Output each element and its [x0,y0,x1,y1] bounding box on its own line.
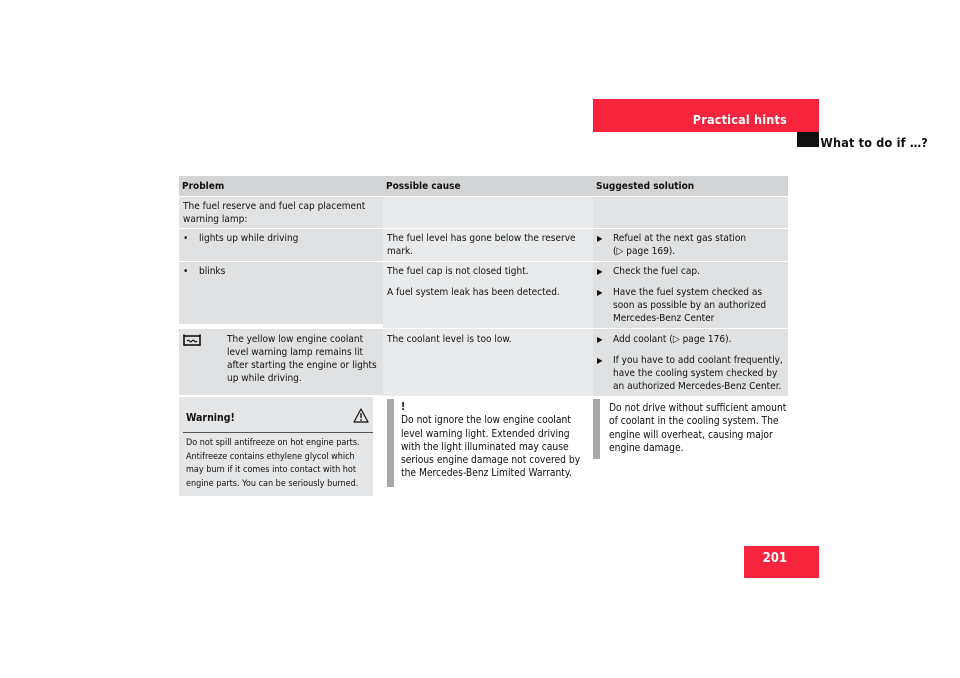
table-row [179,196,788,228]
warning-box [179,397,373,496]
cause-cell [383,262,593,328]
table-row [179,228,788,261]
arrow-right-icon: ▶ [597,234,603,243]
problem-cell: • lights up while driving [179,229,383,261]
solution-cell [593,329,788,396]
note-bar [387,399,394,487]
divider [183,432,373,433]
solution-text: Add coolant (▷ page 176). [613,334,732,345]
coolant-warning-icon [183,333,227,392]
caution-note [401,401,587,481]
cause-text: A fuel system leak has been detected. [387,287,560,298]
problem-text: The yellow low engine coolant level warning lamp remains lit after starting the engine or lights up while driving. [227,334,377,384]
section-header [593,99,819,132]
problem-text: lights up while driving [199,233,299,244]
arrow-right-icon: ▶ [597,335,603,344]
solution-text: If you have to add coolant frequently, have the cooling system checked by an authorized Mercedes-Benz Center. [613,355,783,392]
arrow-right-icon: ▶ [597,288,603,297]
solution-text: Check the fuel cap. [613,266,700,277]
table-row [179,261,788,328]
arrow-right-icon: ▶ [597,267,603,276]
problem-cell: • blinks [179,262,383,324]
caution-icon: ! [401,402,406,413]
solution-text: Refuel at the next gas station [613,233,747,244]
warning-title: Warning! [186,412,235,424]
header-block [797,132,819,147]
page-number-box [744,546,819,578]
column-header: Suggested solution [593,176,788,196]
note-text: Do not drive without sufficient amount of coolant in the cooling system. The engine will overheat, causing major engine damage. [609,403,787,454]
solution-cell [593,229,788,261]
problem-text: blinks [199,266,226,277]
note-bar [593,399,600,459]
troubleshooting-table [179,176,788,396]
table-header [179,176,788,196]
warning-text: Do not spill antifreeze on hot engine parts. Antifreeze contains ethylene glycol which may burn if it comes into contact with hot engine parts. You can be seriously burned. [186,438,360,489]
info-note [609,402,793,455]
problem-cell [179,329,383,395]
solution-cell [593,262,788,328]
arrow-right-icon: ▶ [597,356,603,365]
page-number: 201 [762,551,787,566]
cause-text: The fuel cap is not closed tight. [387,266,529,277]
cause-cell: The fuel level has gone below the reserve mark. [383,229,593,261]
solution-text: Have the fuel system checked as soon as possible by an authorized Mercedes-Benz Center [613,287,767,324]
warning-triangle-icon [353,408,369,427]
cause-cell [383,197,593,228]
note-text: Do not ignore the low engine coolant level warning light. Extended driving with the light illuminated may cause serious engine damage not covered by the Mercedes-Benz Limited Warranty. [401,415,581,480]
cause-cell: The coolant level is too low. [383,329,593,396]
column-header: Problem [179,176,383,196]
problem-cell: The fuel reserve and fuel cap placement warning lamp: [179,197,383,228]
section-subtitle: What to do if …? [820,135,928,150]
column-header: Possible cause [383,176,593,196]
table-row [179,328,788,396]
page-reference: (▷ page 169). [613,246,676,257]
solution-cell [593,197,788,228]
section-title: Practical hints [692,112,787,127]
